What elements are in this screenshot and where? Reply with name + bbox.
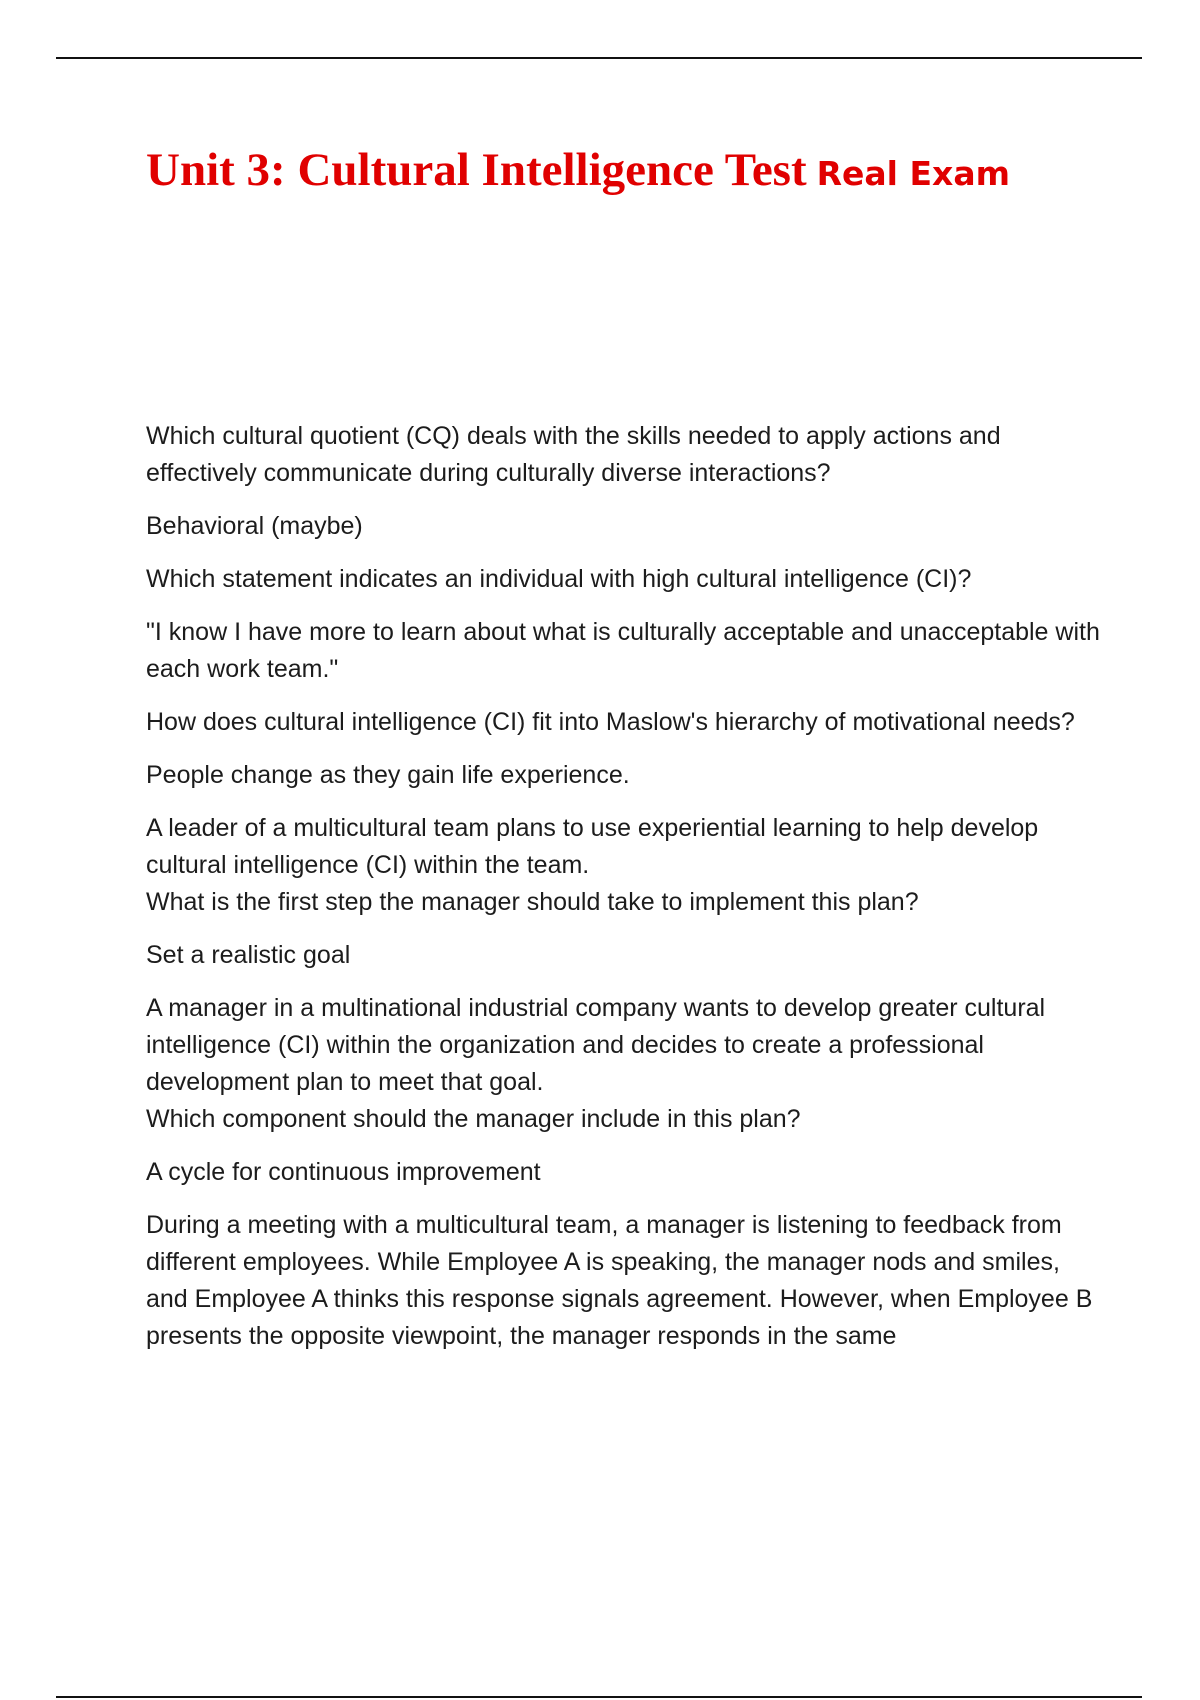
answer-text: People change as they gain life experience. — [146, 761, 630, 789]
question-text: Which statement indicates an individual with high cultural intelligence (CI)? — [146, 565, 972, 593]
answer-text: "I know I have more to learn about what is culturally acceptable and unacceptable with each work team." — [146, 618, 1100, 683]
question-text — [146, 990, 1101, 1138]
bottom-rule — [56, 1696, 1142, 1698]
question-text — [146, 810, 1101, 921]
answer-text: A cycle for continuous improvement — [146, 1158, 541, 1186]
question-text: How does cultural intelligence (CI) fit into Maslow's hierarchy of motivational needs? — [146, 708, 1075, 736]
question-line: A leader of a multicultural team plans to use experiential learning to help develop cultural intelligence (CI) within the team. — [146, 814, 1039, 879]
question-line: What is the first step the manager should take to implement this plan? — [146, 888, 919, 916]
question-line: A manager in a multinational industrial company wants to develop greater cultural intelligence (CI) within the organization and decides to create a professional development plan to meet that goal. — [146, 994, 1046, 1096]
title-subtitle: Real Exam — [816, 154, 1010, 193]
answer-text: Behavioral (maybe) — [146, 512, 363, 540]
answer-text: Set a realistic goal — [146, 941, 351, 969]
page-title — [146, 142, 1010, 198]
question-text: During a meeting with a multicultural team, a manager is listening to feedback from different employees. While Employee A is speaking, the manager nods and smiles, and Employee A thinks this response signals agreement. However, when Employee B presents the opposite viewpoint, the manager responds in the same — [146, 1211, 1093, 1350]
top-rule — [56, 57, 1142, 59]
exam-content — [146, 418, 1101, 1371]
question-line: Which component should the manager include in this plan? — [146, 1105, 801, 1133]
title-main: Unit 3: Cultural Intelligence Test — [146, 144, 807, 196]
question-text: Which cultural quotient (CQ) deals with the skills needed to apply actions and effectively communicate during culturally diverse interactions? — [146, 422, 1001, 487]
